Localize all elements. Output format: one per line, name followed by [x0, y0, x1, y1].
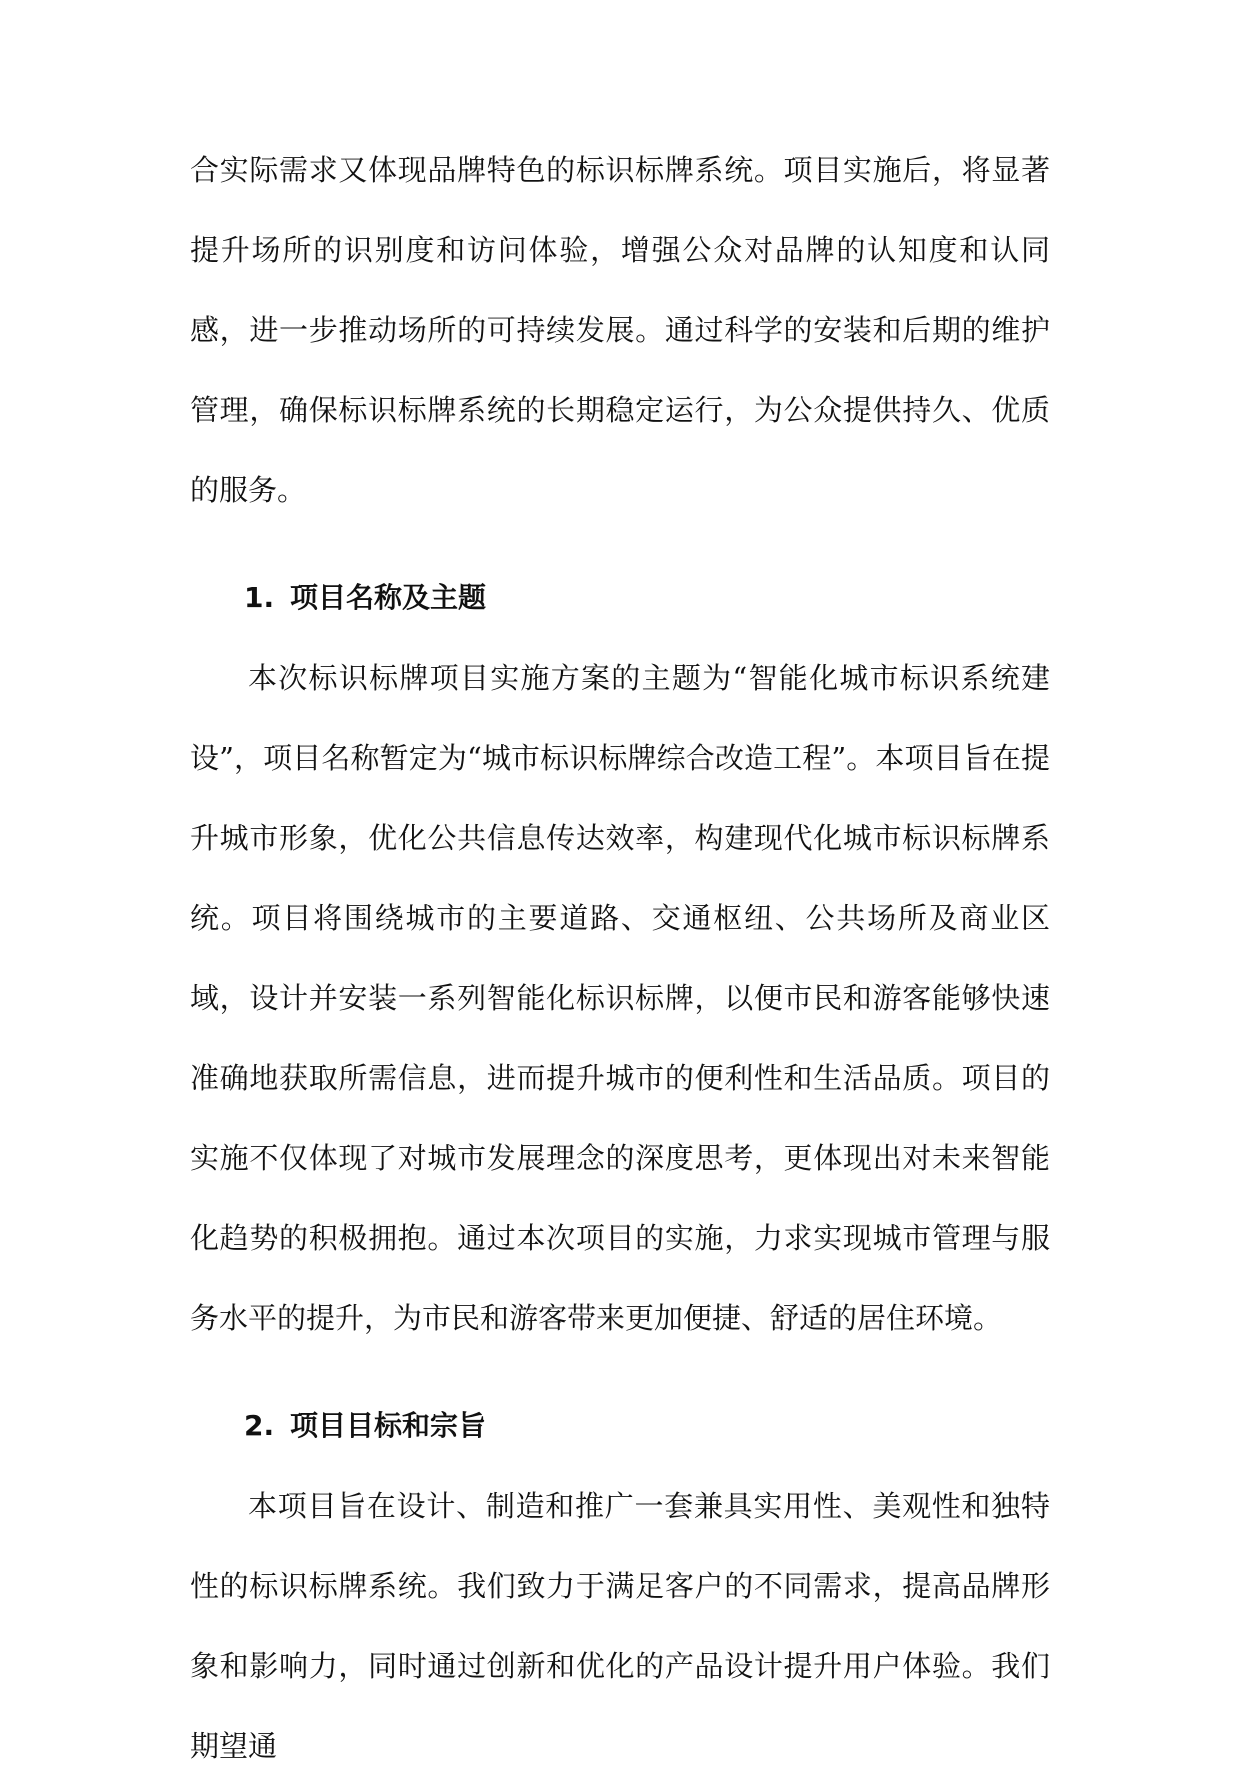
- intro-paragraph: 合实际需求又体现品牌特色的标识标牌系统。项目实施后，将显著提升场所的识别度和访问体验，增强公众对品牌的认知度和认同感，进一步推动场所的可持续发展。通过科学的安装和后期的维护管理，确保标识标牌系统的长期稳定运行，为公众提供持久、优质的服务。: [190, 153, 1050, 507]
- section-2-heading: [190, 1386, 1050, 1466]
- section-1-heading: [190, 558, 1050, 638]
- section-1-number: 1.: [244, 581, 275, 614]
- section-1-body: 本次标识标牌项目实施方案的主题为“智能化城市标识系统建设”，项目名称暂定为“城市标识标牌综合改造工程”。本项目旨在提升城市形象，优化公共信息传达效率，构建现代化城市标识标牌系统。项目将围绕城市的主要道路、交通枢纽、公共场所及商业区域，设计并安装一系列智能化标识标牌，以便市民和游客能够快速准确地获取所需信息，进而提升城市的便利性和生活品质。项目的实施不仅体现了对城市发展理念的深度思考，更体现出对未来智能化趋势的积极拥抱。通过本次项目的实施，力求实现城市管理与服务水平的提升，为市民和游客带来更加便捷、舒适的居住环境。: [190, 661, 1050, 1335]
- spacer: [190, 530, 1050, 558]
- section-1-title: 项目名称及主题: [290, 581, 487, 614]
- section-2-title: 项目目标和宗旨: [290, 1409, 487, 1442]
- section-2-number: 2.: [244, 1409, 275, 1442]
- spacer: [190, 1358, 1050, 1386]
- document-page: [190, 130, 1050, 1786]
- section-2-body: 本项目旨在设计、制造和推广一套兼具实用性、美观性和独特性的标识标牌系统。我们致力于满足客户的不同需求，提高品牌形象和影响力，同时通过创新和优化的产品设计提升用户体验。我们期望通: [190, 1489, 1050, 1763]
